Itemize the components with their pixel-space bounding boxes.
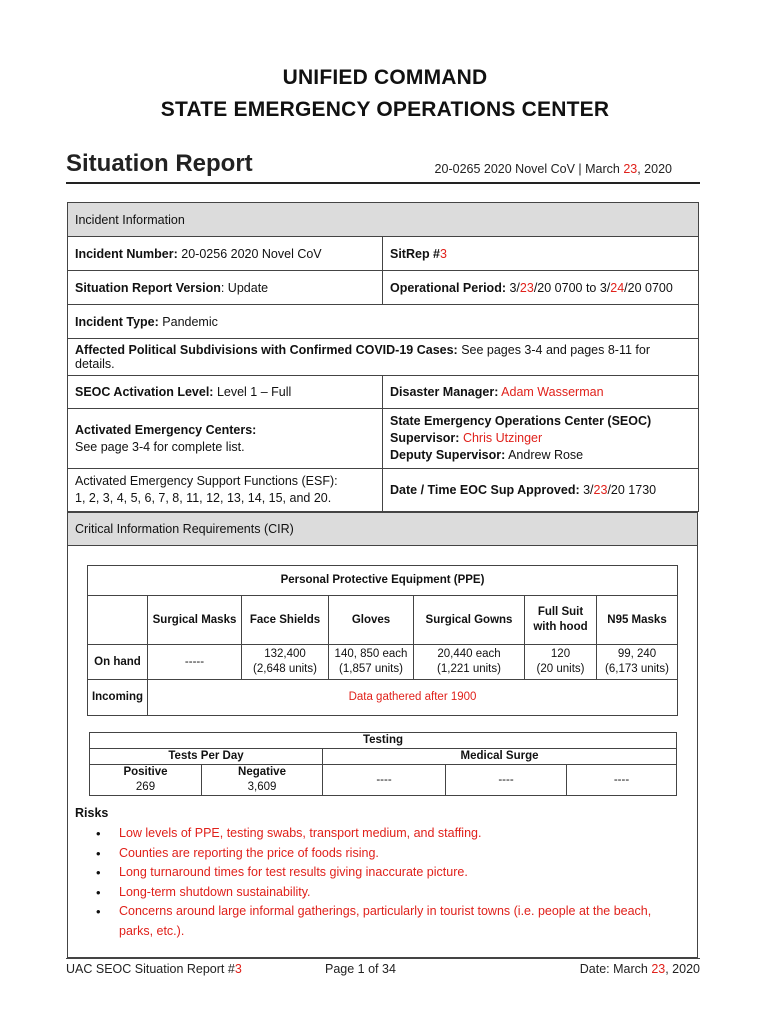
report-meta <box>435 162 672 176</box>
ppe-cell <box>597 645 678 680</box>
report-version-cell <box>68 271 383 305</box>
incident-number-value: 20-0256 2020 Novel CoV <box>177 246 322 261</box>
incident-type-label: Incident Type: <box>75 314 159 329</box>
ppe-cell <box>148 645 242 680</box>
disaster-manager-value: Adam Wasserman <box>501 385 604 399</box>
incident-information-table <box>67 202 699 512</box>
ppe-on-hand-label: On hand <box>88 645 148 680</box>
report-meta-day: 23 <box>623 162 638 176</box>
affected-subdivisions-cell <box>68 339 699 376</box>
ppe-col-header: Gloves <box>329 596 414 645</box>
ppe-cell <box>525 645 597 680</box>
incident-number-label: Incident Number: <box>75 246 178 261</box>
cir-section-header: Critical Information Requirements (CIR) <box>68 513 697 546</box>
approved-part-2: /20 1730 <box>607 483 657 497</box>
title-divider <box>66 182 700 184</box>
activation-level-label: SEOC Activation Level: <box>75 385 214 399</box>
incident-section-header: Incident Information <box>68 203 699 237</box>
footer-page-number: Page 1 of 34 <box>325 962 396 976</box>
testing-table <box>89 732 677 796</box>
footer-date-suffix: , 2020 <box>665 962 700 976</box>
ppe-col-header: Full Suit with hood <box>525 596 597 645</box>
esf-label: Activated Emergency Support Functions (ESF): <box>75 474 338 488</box>
affected-subdivisions-value: See pages 3-4 and pages 8-11 for details. <box>75 343 650 371</box>
approved-cell <box>383 469 699 512</box>
report-meta-suffix: , 2020 <box>637 162 672 176</box>
ppe-cell-units: (1,221 units) <box>437 663 501 675</box>
ppe-cell-units: (6,173 units) <box>605 663 669 675</box>
deputy-supervisor-value: Andrew Rose <box>505 448 584 462</box>
incident-type-value: Pandemic <box>158 314 218 329</box>
document-title-line-2: STATE EMERGENCY OPERATIONS CENTER <box>160 98 610 121</box>
ppe-incoming-value: Data gathered after 1900 <box>148 680 678 716</box>
ppe-cell <box>242 645 329 680</box>
ppe-cell-value: 132,400 <box>264 648 306 660</box>
deputy-supervisor-label: Deputy Supervisor: <box>390 448 506 462</box>
ppe-incoming-label: Incoming <box>88 680 148 716</box>
supervisor-value: Chris Utzinger <box>462 431 543 445</box>
ppe-title: Personal Protective Equipment (PPE) <box>88 566 678 596</box>
footer-date <box>580 962 700 976</box>
seoc-cell <box>383 409 699 469</box>
emergency-centers-label: Activated Emergency Centers: <box>75 422 257 437</box>
approved-part-1: 3/ <box>579 483 594 497</box>
ppe-cell-units: (2,648 units) <box>253 663 317 675</box>
seoc-label: State Emergency Operations Center (SEOC) <box>390 414 652 428</box>
ppe-col-header: Surgical Gowns <box>414 596 525 645</box>
ppe-col-header: Face Shields <box>242 596 329 645</box>
op-part-2: /20 0700 to 3/ <box>533 280 611 295</box>
op-day-2: 24 <box>610 280 625 295</box>
ppe-cell-value: 20,440 each <box>437 648 501 660</box>
emergency-centers-value: See page 3-4 for complete list. <box>75 439 245 454</box>
risk-item: • Low levels of PPE, testing swabs, transport medium, and staffing. <box>95 824 685 844</box>
approved-day: 23 <box>593 483 608 497</box>
affected-subdivisions-label: Affected Political Subdivisions with Confirmed COVID-19 Cases: <box>75 343 458 357</box>
medical-surge-header: Medical Surge <box>323 749 677 765</box>
operational-period-cell <box>383 271 699 305</box>
ppe-cell <box>329 645 414 680</box>
op-part-1: 3/ <box>506 280 520 295</box>
sitrep-label: SitRep # <box>390 246 441 261</box>
risk-item: • Long turnaround times for test results giving inaccurate picture. <box>95 863 685 883</box>
negative-value: 3,609 <box>247 781 277 793</box>
footer-report-number: 3 <box>234 962 242 976</box>
positive-value: 269 <box>135 781 156 793</box>
incident-number-cell <box>68 237 383 271</box>
positive-label: Positive <box>123 766 168 778</box>
risk-item: • Counties are reporting the price of foods rising. <box>95 844 685 864</box>
ppe-cell-units: (20 units) <box>536 663 585 675</box>
surge-cell: ---- <box>567 765 677 796</box>
report-title: Situation Report <box>66 150 253 177</box>
report-meta-prefix: 20-0265 2020 Novel CoV | March <box>434 162 624 176</box>
supervisor-label: Supervisor: <box>390 431 460 445</box>
tests-per-day-header: Tests Per Day <box>90 749 323 765</box>
footer-report-id <box>66 962 242 976</box>
footer-date-prefix: Date: March <box>579 962 652 976</box>
report-version-label: Situation Report Version <box>75 280 221 295</box>
surge-cell: ---- <box>446 765 567 796</box>
approved-label: Date / Time EOC Sup Approved: <box>390 483 580 497</box>
ppe-cell-value: 120 <box>550 648 571 660</box>
risk-item: • Concerns around large informal gatherings, particularly in tourist towns (i.e. people at the beach, parks, etc.). <box>95 902 685 941</box>
footer-report-prefix: UAC SEOC Situation Report # <box>66 962 235 976</box>
ppe-cell-value: 99, 240 <box>617 648 657 660</box>
activation-level-value: Level 1 – Full <box>213 385 292 399</box>
ppe-cell <box>414 645 525 680</box>
op-part-3: /20 0700 <box>624 280 673 295</box>
ppe-col-header: N95 Masks <box>597 596 678 645</box>
ppe-cell-units: (1,857 units) <box>339 663 403 675</box>
negative-cell <box>202 765 323 796</box>
risk-item: • Long-term shutdown sustainability. <box>95 883 685 903</box>
ppe-cell-value: ----- <box>184 655 205 668</box>
disaster-manager-cell <box>383 376 699 409</box>
positive-cell <box>90 765 202 796</box>
document-title-line-1: UNIFIED COMMAND <box>282 66 488 89</box>
sitrep-cell <box>383 237 699 271</box>
ppe-col-header: Surgical Masks <box>148 596 242 645</box>
disaster-manager-label: Disaster Manager: <box>390 385 499 399</box>
surge-cell: ---- <box>323 765 446 796</box>
sitrep-value: 3 <box>440 246 447 261</box>
activation-level-cell <box>68 376 383 409</box>
ppe-corner <box>88 596 148 645</box>
risks-heading: Risks <box>75 806 109 820</box>
testing-title: Testing <box>90 733 677 749</box>
operational-period-label: Operational Period: <box>390 280 506 295</box>
report-version-value: : Update <box>220 280 269 295</box>
negative-label: Negative <box>238 766 286 778</box>
risks-list <box>95 824 685 941</box>
emergency-centers-cell <box>68 409 383 469</box>
ppe-table <box>87 565 678 716</box>
footer-divider <box>66 958 700 959</box>
footer-date-day: 23 <box>651 962 666 976</box>
ppe-cell-value: 140, 850 each <box>334 648 408 660</box>
esf-cell <box>68 469 383 512</box>
incident-type-cell <box>68 305 699 339</box>
op-day-1: 23 <box>519 280 534 295</box>
esf-list: 1, 2, 3, 4, 5, 6, 7, 8, 11, 12, 13, 14, 15, and 20. <box>75 491 332 505</box>
